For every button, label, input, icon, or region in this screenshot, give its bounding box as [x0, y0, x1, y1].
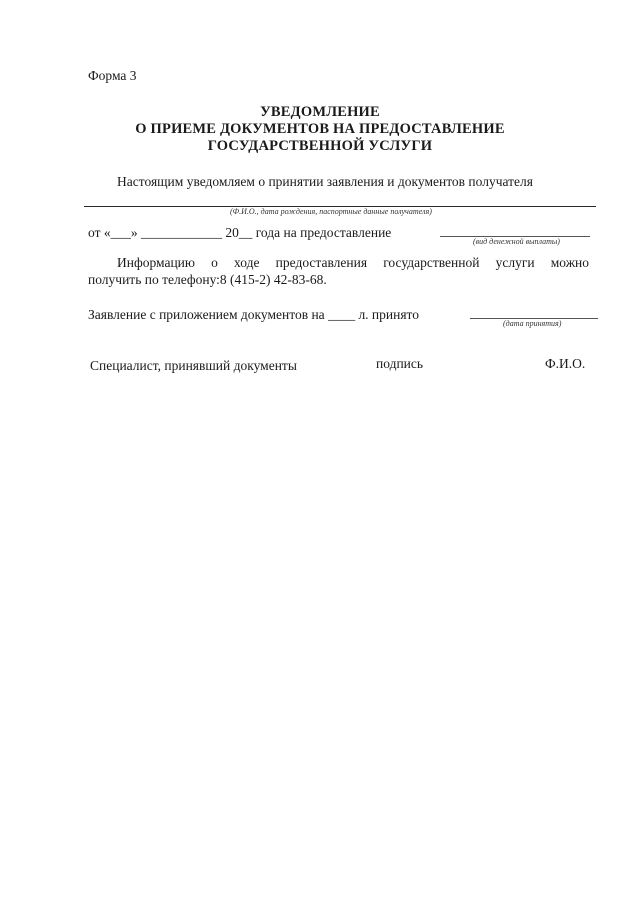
- signature-label: подпись: [376, 356, 424, 371]
- date-line: [88, 225, 391, 241]
- title-line-1: УВЕДОМЛЕНИЕ: [260, 104, 380, 120]
- full-name-label: Ф.И.О.: [545, 356, 586, 371]
- recipient-caption: (Ф.И.О., дата рождения, паспортные данные получателя): [230, 207, 432, 216]
- notice-text: Настоящим уведомляем о принятии заявления и документов получателя: [117, 174, 533, 189]
- page-count-blank[interactable]: ____: [328, 307, 356, 322]
- application-text: Заявление с приложением документов на: [88, 307, 325, 322]
- specialist-label: Специалист, принявший документы: [90, 358, 297, 373]
- date-line-text: года на предоставление: [255, 225, 392, 240]
- date-from-label: от «: [88, 225, 111, 240]
- date-close-quote: »: [130, 225, 138, 240]
- year-field[interactable]: 20__: [225, 225, 253, 240]
- info-text-line-1: Информацию о ходе предоставления государственной услуги можно: [117, 255, 589, 270]
- payment-caption: (вид денежной выплаты): [473, 237, 560, 246]
- day-blank[interactable]: ___: [110, 225, 131, 240]
- application-accepted-text: л. принято: [358, 307, 420, 322]
- title-line-2: О ПРИЕМЕ ДОКУМЕНТОВ НА ПРЕДОСТАВЛЕНИЕ: [135, 121, 505, 137]
- date-caption: (дата принятия): [503, 319, 562, 328]
- title-line-3: ГОСУДАРСТВЕННОЙ УСЛУГИ: [207, 138, 433, 154]
- form-label: Форма 3: [88, 68, 137, 83]
- month-blank[interactable]: ____________: [140, 225, 222, 240]
- info-text-line-2: получить по телефону:8 (415-2) 42-83-68.: [88, 272, 327, 287]
- application-line: [88, 307, 419, 323]
